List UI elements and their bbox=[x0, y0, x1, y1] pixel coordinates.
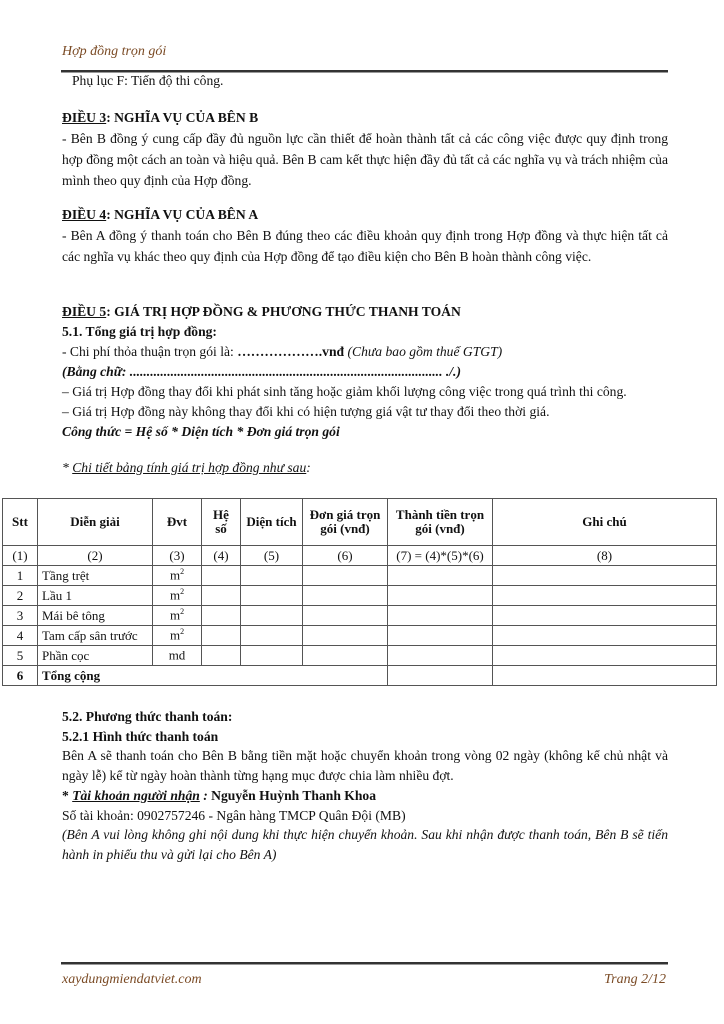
table-row bbox=[3, 566, 717, 586]
in-words-line: (Bằng chữ: ............................................................................................ ./.) bbox=[62, 364, 461, 379]
row-note bbox=[493, 626, 717, 646]
table-row bbox=[3, 646, 717, 666]
table-index-row bbox=[3, 546, 717, 566]
col-header: Diễn giải bbox=[38, 499, 153, 546]
table-total-row bbox=[3, 666, 717, 686]
col-header: Hệ số bbox=[202, 499, 241, 546]
row-area bbox=[241, 606, 303, 626]
row-amount bbox=[388, 586, 493, 606]
header-title: Hợp đồng trọn gói bbox=[62, 44, 167, 59]
row-stt: 1 bbox=[3, 566, 38, 586]
col-header: Stt bbox=[3, 499, 38, 546]
article-4-heading: ĐIỀU 4: NGHĨA VỤ CỦA BÊN A bbox=[62, 207, 259, 222]
table-row bbox=[3, 606, 717, 626]
row-stt: 3 bbox=[3, 606, 38, 626]
index-cell: (2) bbox=[38, 546, 153, 566]
index-cell: (4) bbox=[202, 546, 241, 566]
row-note bbox=[493, 606, 717, 626]
col-header: Ghi chú bbox=[493, 499, 717, 546]
row-stt: 4 bbox=[3, 626, 38, 646]
contract-value-table bbox=[2, 498, 717, 686]
row-stt: 5 bbox=[3, 646, 38, 666]
row-amount bbox=[388, 606, 493, 626]
row-amount bbox=[388, 646, 493, 666]
bullet-2: – Giá trị Hợp đồng này không thay đổi khi có hiện tượng giá vật tư thay đổi theo thời giá. bbox=[62, 404, 550, 419]
payment-text: Bên A sẽ thanh toán cho Bên B bằng tiền mặt hoặc chuyển khoản trong vòng 02 ngày (không kể chủ nhật và ngày lễ) kể từ ngày hoàn thành từng hạng mục được chia làm nhiều đợt. bbox=[62, 748, 668, 784]
bullet-1: – Giá trị Hợp đồng thay đổi khi phát sinh tăng hoặc giảm khối lượng công việc trong quá trình thi công. bbox=[62, 384, 627, 399]
row-note bbox=[493, 586, 717, 606]
col-header: Đơn giá trọn gói (vnđ) bbox=[303, 499, 388, 546]
index-cell: (8) bbox=[493, 546, 717, 566]
row-note bbox=[493, 566, 717, 586]
row-price bbox=[303, 606, 388, 626]
table-header-row bbox=[3, 499, 717, 546]
transfer-note: (Bên A vui lòng không ghi nội dung khi thực hiện chuyển khoản. Sau khi nhận được thanh toán, Bên B sẽ tiến hành in phiếu thu và gửi lại cho Bên A) bbox=[62, 827, 668, 862]
section-5-1-title: 5.1. Tổng giá trị hợp đồng: bbox=[62, 324, 217, 339]
total-note bbox=[493, 666, 717, 686]
row-desc: Tam cấp sân trước bbox=[38, 626, 153, 646]
row-coef bbox=[202, 646, 241, 666]
cost-line: - Chi phí thỏa thuận trọn gói là: ……………….vnđ (Chưa bao gồm thuế GTGT) bbox=[62, 344, 503, 359]
row-unit: md bbox=[153, 646, 202, 666]
row-amount bbox=[388, 566, 493, 586]
article-4 bbox=[62, 204, 668, 267]
row-amount bbox=[388, 626, 493, 646]
total-label: Tổng cộng bbox=[38, 666, 388, 686]
row-coef bbox=[202, 566, 241, 586]
article-3-text: - Bên B đồng ý cung cấp đầy đủ nguồn lực cần thiết để hoàn thành tất cả các công việc được quy định trong hợp đồng một cách an toàn và hiệu quả. Bên B cam kết thực hiện đầy đủ tất cả các nghĩa vụ và trách nhiệm của mình theo quy định của Hợp đồng. bbox=[62, 131, 668, 188]
row-coef bbox=[202, 606, 241, 626]
row-desc: Mái bê tông bbox=[38, 606, 153, 626]
row-desc: Tầng trệt bbox=[38, 566, 153, 586]
index-cell: (3) bbox=[153, 546, 202, 566]
row-price bbox=[303, 586, 388, 606]
row-price bbox=[303, 566, 388, 586]
row-coef bbox=[202, 626, 241, 646]
table-note: * Chi tiết bảng tính giá trị hợp đồng như sau: bbox=[62, 460, 311, 475]
row-stt: 2 bbox=[3, 586, 38, 606]
row-unit: $m^2$ bbox=[153, 626, 202, 646]
row-coef bbox=[202, 586, 241, 606]
row-area bbox=[241, 566, 303, 586]
table-row bbox=[3, 586, 717, 606]
footer-page: Trang 2/12 bbox=[604, 972, 666, 987]
article-3-heading: ĐIỀU 3: NGHĨA VỤ CỦA BÊN B bbox=[62, 110, 259, 125]
index-cell: (6) bbox=[303, 546, 388, 566]
article-5 bbox=[62, 302, 668, 478]
footer-rule bbox=[61, 962, 668, 965]
index-cell: (7) = (4)*(5)*(6) bbox=[388, 546, 493, 566]
row-unit: $m^2$ bbox=[153, 606, 202, 626]
section-5-2 bbox=[62, 707, 668, 865]
row-price bbox=[303, 626, 388, 646]
section-5-2-1-title: 5.2.1 Hình thức thanh toán bbox=[62, 728, 219, 744]
row-price bbox=[303, 646, 388, 666]
index-cell: (5) bbox=[241, 546, 303, 566]
article-5-heading: ĐIỀU 5: GIÁ TRỊ HỢP ĐỒNG & PHƯƠNG THỨC THANH TOÁN bbox=[62, 304, 461, 319]
table-row bbox=[3, 626, 717, 646]
account-line: Số tài khoản: 0902757246 - Ngân hàng TMCP Quân Đội (MB) bbox=[62, 807, 406, 823]
row-unit: $m^2$ bbox=[153, 566, 202, 586]
article-4-text: - Bên A đồng ý thanh toán cho Bên B đúng theo các điều khoản quy định trong Hợp đồng và thực hiện tất cả các nghĩa vụ khác theo quy định của Hợp đồng để tạo điều kiện cho Bên B hoàn thành công việc. bbox=[62, 228, 668, 264]
col-header: Đvt bbox=[153, 499, 202, 546]
col-header: Thành tiền trọn gói (vnđ) bbox=[388, 499, 493, 546]
row-unit: $m^2$ bbox=[153, 586, 202, 606]
row-desc: Lầu 1 bbox=[38, 586, 153, 606]
total-stt: 6 bbox=[3, 666, 38, 686]
footer-site[interactable]: xaydungmiendatviet.com bbox=[62, 972, 202, 987]
row-area bbox=[241, 646, 303, 666]
section-5-2-title: 5.2. Phương thức thanh toán: bbox=[62, 709, 233, 724]
index-cell: (1) bbox=[3, 546, 38, 566]
formula: Công thức = Hệ số * Diện tích * Đơn giá trọn gói bbox=[62, 424, 340, 439]
article-3 bbox=[62, 107, 668, 191]
row-note bbox=[493, 646, 717, 666]
col-header: Diện tích bbox=[241, 499, 303, 546]
total-amount bbox=[388, 666, 493, 686]
row-area bbox=[241, 626, 303, 646]
recipient-line: * Tài khoản người nhận : Nguyễn Huỳnh Thanh Khoa bbox=[62, 787, 377, 803]
row-area bbox=[241, 586, 303, 606]
appendix-line: Phụ lục F: Tiến độ thi công. bbox=[72, 73, 224, 88]
row-desc: Phần cọc bbox=[38, 646, 153, 666]
